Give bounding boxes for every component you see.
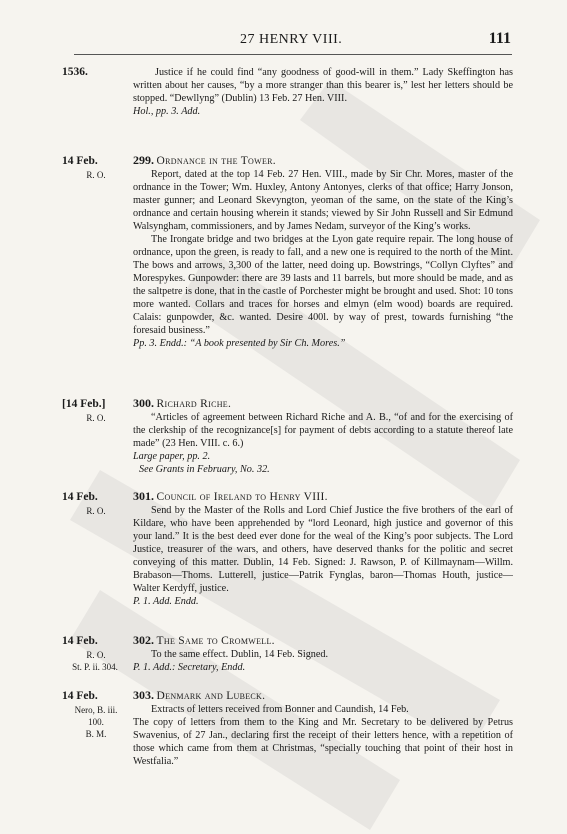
entry-number: 303. bbox=[133, 688, 154, 702]
entry-paragraph: To the same effect. Dublin, 14 Feb. Signed. bbox=[151, 649, 329, 660]
entry-number: 301. bbox=[133, 489, 154, 503]
header-rule bbox=[74, 54, 512, 55]
entry-title: The Same to Cromwell. bbox=[156, 635, 275, 647]
entry-paragraph: Send by the Master of the Rolls and Lord Chief Justice the five brothers of the earl of Kildare, who have been apprehended by “lord Leonard, high justice and governor of this your land.” It is the best deed ever done for the weal of the King’s poor subjects. The Lord Justice, treasurer of the wars, and others, have deserved thanks for the politic and secret conveying of this matter. Dublin, 14 Feb. Signed: J. Rawson, P. of Killmaynam—Willm. Brabason—Thoms. Lutterell, justice—Patrik Fynglas, baron—Thomas Houth, justice—Walter Kerdyff, justice. bbox=[133, 505, 513, 594]
entry-299 bbox=[133, 154, 513, 350]
entry-302-source2: St. P. ii. 304. bbox=[72, 662, 118, 672]
year-marker: 1536. bbox=[62, 66, 88, 78]
entry-299-heading bbox=[133, 154, 513, 168]
entry-format: Pp. 3. Endd.: “A book presented by Sir Ch. Mores.” bbox=[133, 338, 346, 349]
entry-300 bbox=[133, 397, 513, 476]
running-title: 27 HENRY VIII. bbox=[240, 32, 343, 47]
entry-302-heading bbox=[133, 634, 513, 648]
entry-303-source3: B. M. bbox=[85, 729, 107, 739]
entry-302-date: 14 Feb. bbox=[62, 635, 98, 647]
entry-303-source2: 100. bbox=[88, 717, 104, 727]
entry-300-heading bbox=[133, 397, 513, 411]
entry-title: Richard Riche. bbox=[156, 398, 232, 410]
entry-301-heading bbox=[133, 490, 513, 504]
entry-303-heading bbox=[133, 689, 513, 703]
entry-paragraph: “Articles of agreement between Richard Riche and A. B., “of and for the exercising of the clerkship of the recognizance[s] for payment of debts according to a statute thereof late made” (23 Hen. VIII. c. 6.) bbox=[133, 412, 513, 449]
continuation-block bbox=[133, 66, 513, 118]
entry-format: Large paper, pp. 2. bbox=[133, 451, 211, 462]
entry-title: Council of Ireland to Henry VIII. bbox=[156, 491, 328, 503]
entry-paragraph: Report, dated at the top 14 Feb. 27 Hen. VIII., made by Sir Chr. Mores, master of the ordnance in the Tower; Wm. Huxley, Antony Antonyes, clerks of that office; Harry Jonson, master gunner; and Leonard Skevyngton, yeoman of the same, on the state of the King’s ordnance and certain housing wherein it stands; viewed by Sir John Russell and Sir Edmund Walsyngham, commissioners, and by James Nedam, surveyor of the King’s works. bbox=[133, 169, 513, 232]
page-number: 111 bbox=[488, 30, 511, 47]
entry-paragraph: The copy of letters from them to the King and Mr. Secretary to be delivered by Petrus Swavenius, of 27 Jan., declaring first the receipt of their letters hence, with a repetition of those which came from them at Christmas, “specially touching that point of their host in Westfalia.” bbox=[133, 717, 513, 767]
running-header bbox=[0, 30, 567, 52]
entry-format: P. 1. Add. Endd. bbox=[133, 596, 199, 607]
entry-303 bbox=[133, 689, 513, 768]
entry-303-date: 14 Feb. bbox=[62, 690, 98, 702]
continuation-format: Hol., pp. 3. Add. bbox=[133, 106, 201, 117]
entry-title: Denmark and Lubeck. bbox=[156, 690, 266, 702]
entry-title: Ordnance in the Tower. bbox=[156, 155, 276, 167]
entry-301 bbox=[133, 490, 513, 608]
entry-format: P. 1. Add.: Secretary, Endd. bbox=[133, 662, 246, 673]
entry-299-date: 14 Feb. bbox=[62, 155, 98, 167]
entry-number: 299. bbox=[133, 153, 154, 167]
entry-299-source: R. O. bbox=[86, 170, 106, 180]
entry-paragraph: The Irongate bridge and two bridges at the Lyon gate require repair. The long house of ordnance, upon the green, is ready to fall, and a new one is required to the north of the Mint. The bows and arrows, 3,300 of the latter, need doing up. Bowstrings, “Collyn Clyftes” and Morespykes. Gunpowder: there are 39 lasts and 11 barrels, but more should be made, and as the saltpetre is done, that in the castle of Porchester might be brought and used. Shot: 10 tons more wanted. Collars and traces for horses and elmyn (elm wood) boards are required. Calais: gunpowder, &c. wanted. Desire 400l. by way of prest, towards furnishing “the foresaid business.” bbox=[133, 234, 513, 336]
entry-301-source: R. O. bbox=[86, 506, 106, 516]
entry-303-source: Nero, B. iii. bbox=[74, 705, 118, 715]
entry-number: 300. bbox=[133, 396, 154, 410]
continuation-text: Justice if he could find “any goodness of good-will in them.” Lady Skeffington has written about her causes, “by a more stranger than this bearer is,” lest her letters should be stopped. “Dewllyng” (Dublin) 13 Feb. 27 Hen. VIII. bbox=[133, 67, 513, 104]
entry-number: 302. bbox=[133, 633, 154, 647]
entry-300-date: [14 Feb.] bbox=[62, 398, 106, 410]
entry-302-source: R. O. bbox=[86, 650, 106, 660]
entry-302 bbox=[133, 634, 513, 674]
entry-300-source: R. O. bbox=[86, 413, 106, 423]
entry-301-date: 14 Feb. bbox=[62, 491, 98, 503]
entry-paragraph: Extracts of letters received from Bonner and Caundish, 14 Feb. bbox=[151, 704, 409, 715]
entry-see-reference: See Grants in February, No. 32. bbox=[139, 464, 270, 475]
